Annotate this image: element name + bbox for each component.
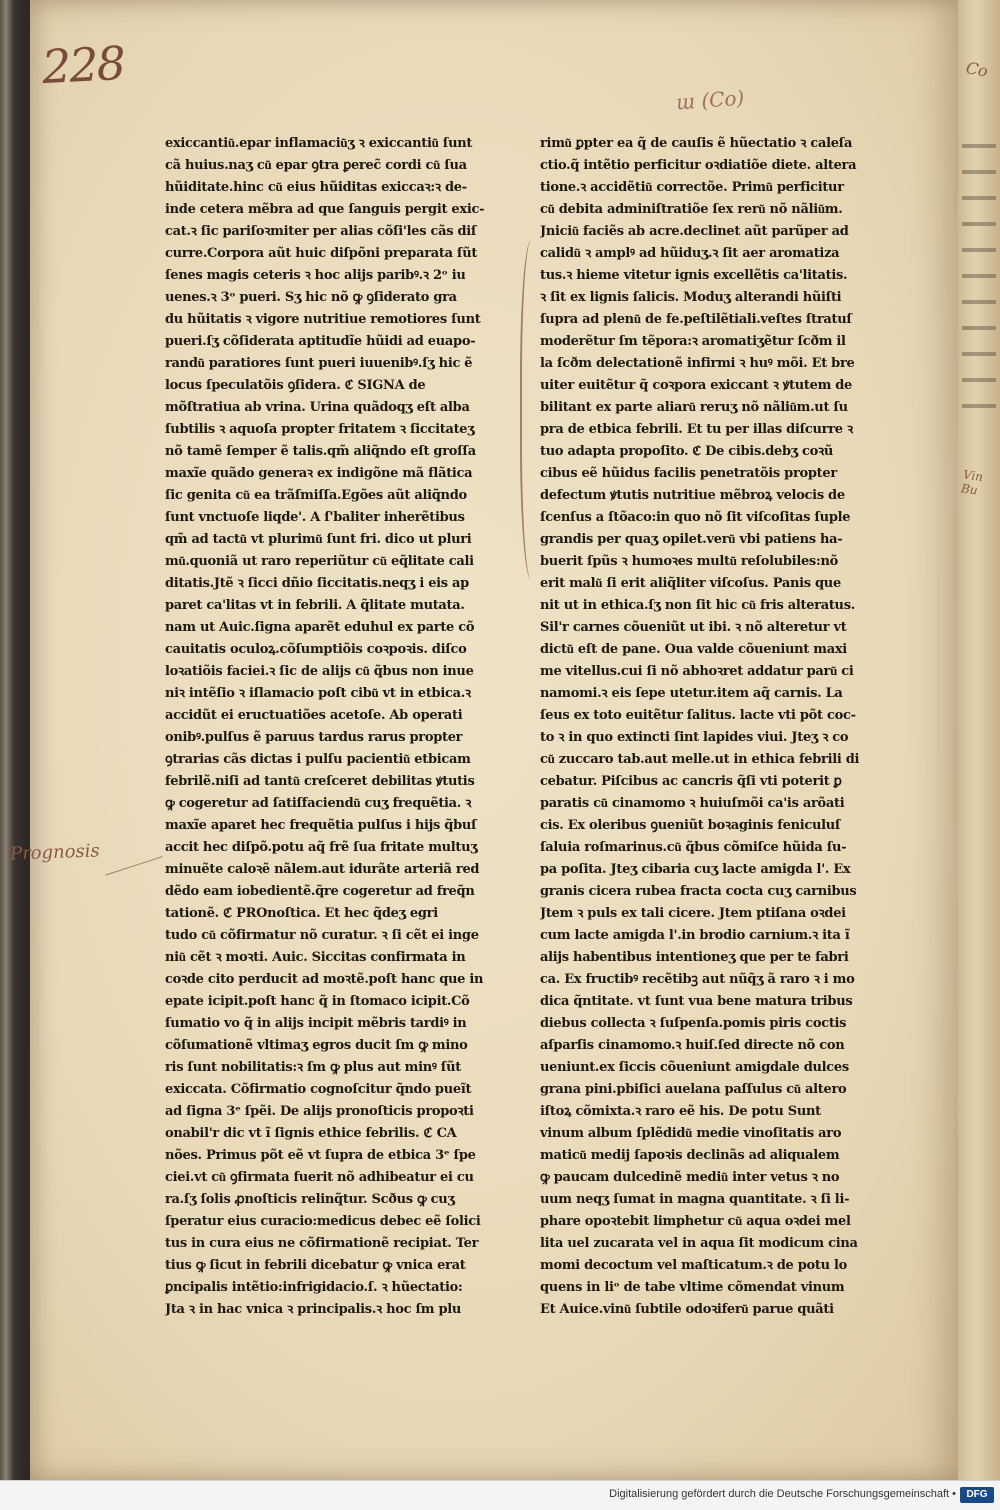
text-line: grana pini.pbiſici auelana paſſulus cu͂ altero xyxy=(540,1082,847,1097)
text-line: Jtem ꝛ puls ex tali cicere. Jtem ptiſana oꝛdei xyxy=(540,906,846,921)
text-line: cat.ꝛ ſic pariſoꝛmiter per alias cõſi'les cãs diſ xyxy=(165,224,477,239)
text-line: mu͂.quoniã ut raro reperiũtur cu͂ eq̃litate cali xyxy=(165,554,474,569)
text-line: ſeus ex toto euitẽtur ſalitus. lacte vti põt coc- xyxy=(540,708,856,723)
text-line: granis cicera rubea fracta cocta cuʒ carnibus xyxy=(540,884,857,899)
text-line: tus.ꝛ hieme vitetur ignis excellẽtis ca'litatis. xyxy=(540,268,848,283)
text-line: dictu͂ eſt de pane. Oua valde cõueniunt maxi xyxy=(540,642,847,657)
next-page-fragment xyxy=(962,130,996,430)
text-line: ſunt vnctuoſe liqde'. A ſ'baliter inherẽtibus xyxy=(165,510,465,525)
text-line: ca. Ex fructibꝰ recẽtibꝫ aut nũq̃ʒ ã raro ꝛ i mo xyxy=(540,972,855,987)
text-line: qm̃ ad tactu͂ vt plurimu͂ ſunt fri. dico ut pluri xyxy=(165,532,472,547)
text-line: me vitellus.cui ſi nõ abhoꝛret addatur paru͂ ci xyxy=(540,664,854,679)
text-line: ad ſigna 3ᵉ ſpẽi. De alijs pronoſticis propoꝛti xyxy=(165,1104,474,1119)
text-line: cis. Ex oleribus ꝯueniũt boꝛaginis feniculuſ xyxy=(540,818,841,833)
text-line: pra de etbica febrili. Et tu per illas diſcurre ꝛ xyxy=(540,422,853,437)
text-line: ꝛ ſit ex lignis ſalicis. Moduʒ alterandi hũiſti xyxy=(540,290,842,305)
text-line: ſupra ad plenu͂ de fe.peſtilẽtiali.veſtes ſtratuſ xyxy=(540,312,852,327)
margin-note-right: Vin Bu xyxy=(960,467,984,498)
text-line: ſperatur eius curacio:medicus debec eẽ ſolici xyxy=(165,1214,481,1229)
text-line: exiccantiu͂.epar inflamaciu͂ʒ ꝛ exiccantiu͂ ſunt xyxy=(165,136,473,151)
text-line: Sil'r carnes cõueniũt ut ibi. ꝛ nõ alteretur vt xyxy=(540,620,847,635)
text-line: ſcenſus a ſtõaco:in quo nõ ſit viſcoſitas ſuple xyxy=(540,510,851,525)
text-line: ueniunt.ex ſiccis cõueniunt amigdale dulces xyxy=(540,1060,849,1075)
text-line: nões. Primus põt eẽ vt ſupra de etbica 3ᵉ ſpe xyxy=(165,1148,476,1163)
text-line: nõ tamẽ ſemper ẽ talis.qm̃ aliq̃ndo eſt groſſa xyxy=(165,444,476,459)
text-line: paratis cu͂ cinamomo ꝛ huiuſmõi ca'is arõati xyxy=(540,796,845,811)
text-line: onabil'r dic vt ĩ ſignis ethice febrilis. ℭ CA xyxy=(165,1126,457,1141)
text-line: locus ſpeculatõis ꝯſidera. ℭ SIGNA de xyxy=(165,378,426,393)
text-line: loꝛatiõis faciei.ꝛ ſic de alijs cu͂ q̃bus non inue xyxy=(165,664,474,679)
text-line: nam ut Auic.ſigna aparẽt eduhul ex parte cõ xyxy=(165,620,475,635)
text-line: rimu͂ ꝑpter ea q̃ de cauſis ẽ hũectatio ꝛ caleſa xyxy=(540,136,853,151)
top-mark: ɯ (Co) xyxy=(675,85,746,115)
text-line: ditatis.Jtẽ ꝛ ſicci dñio ſiccitatis.neqʒ i eis ap xyxy=(165,576,469,591)
text-line: epate icipit.poſt hanc q̃ in ſtomaco icipit.Cõ xyxy=(165,994,470,1009)
text-line: niꝛ intẽſio ꝛ iſlamacio poſt cibu͂ vt in etbica.ꝛ xyxy=(165,686,471,701)
text-column-right xyxy=(540,133,900,1321)
text-line: Jniciu͂ faciẽs ab acre.declinet aũt parũper ad xyxy=(540,224,849,239)
text-line: ra.ſʒ ſolis ꝓnoſticis relinq̃tur. Scðus ꝙ cuʒ xyxy=(165,1192,455,1207)
text-line: curre.Corpora aũt huic diſpõni preparata ſũt xyxy=(165,246,478,261)
text-line: phare opoꝛtebit limphetur cu͂ aqua oꝛdei mel xyxy=(540,1214,851,1229)
text-line: tius ꝙ ſicut in febrili dicebatur ꝙ vnica erat xyxy=(165,1258,466,1273)
text-line: febrilẽ.niſi ad tantu͂ creſceret debilitas ꝟtutis xyxy=(165,774,475,789)
text-line: defectum ꝟtutis nutritiue mẽbroꝝ velocis de xyxy=(540,488,845,503)
text-line: ſenes magis ceteris ꝛ hoc alijs paribꝰ.ꝛ 2ᵒ iu xyxy=(165,268,466,283)
text-line: hũiditate.hinc cu͂ eius hũiditas exiccaꝛ:ꝛ de- xyxy=(165,180,467,195)
text-line: buerit ſpũs ꝛ humoꝛes multu͂ reſolubiles:nõ xyxy=(540,554,838,569)
text-line: cã huius.naʒ cu͂ epar ꝯtra ꝑerec̃ cordi cu͂ ſua xyxy=(165,158,467,173)
text-line: ſaluia roſmarinus.cu͂ q̃bus cõmiſce hũida ſu- xyxy=(540,840,847,855)
text-line: accit hec diſpõ.potu aq̃ frẽ ſua fritate multuʒ xyxy=(165,840,478,855)
text-line: grandis per quaʒ opilet.veru͂ vbi patiens ha- xyxy=(540,532,843,547)
text-line: ſumatio vo q̃ in alijs incipit mẽbris tardiꝰ in xyxy=(165,1016,467,1031)
text-line: cõſumationẽ vltimaʒ egros ducit ſm ꝙ mino xyxy=(165,1038,468,1053)
text-line: aſparſis cinamomo.ꝛ huiſ.ſed directe nõ con xyxy=(540,1038,845,1053)
text-line: ꝙ paucam dulcedinẽ mediu͂ inter vetus ꝛ no xyxy=(540,1170,840,1185)
text-line: moderẽtur ſm tẽpora:ꝛ aromatiʒẽtur ſcðm il xyxy=(540,334,846,349)
text-line: tione.ꝛ accidẽtiu͂ correctõe. Primu͂ perficitur xyxy=(540,180,844,195)
text-line: tudo cu͂ cõfirmatur nõ curatur. ꝛ ſi cẽt ei inge xyxy=(165,928,479,943)
text-line: maticu͂ medij ſapoꝛis declinãs ad aliqualem xyxy=(540,1148,840,1163)
text-line: minuẽte caloꝛẽ nãlem.aut idurãte arteriã red xyxy=(165,862,480,877)
text-line: pa poſita. Jteʒ cibaria cuʒ lacte amigda l'. Ex xyxy=(540,862,851,877)
text-line: vinum album ſplẽdidu͂ medie vinoſitatis aro xyxy=(540,1126,842,1141)
footer-bar xyxy=(0,1480,1000,1510)
text-line: onibꝰ.pulſus ẽ paruus tardus rarus propter xyxy=(165,730,463,745)
text-line: cu͂ zuccaro tab.aut melle.ut in ethica febrili di xyxy=(540,752,860,767)
text-line: uum neqʒ ſumat in magna quantitate. ꝛ ſi li- xyxy=(540,1192,850,1207)
text-line: mõſtratiua ab vrina. Urina quãdoqʒ eſt alba xyxy=(165,400,470,415)
text-line: niu͂ cẽt ꝛ moꝛti. Auic. Siccitas confirmata in xyxy=(165,950,466,965)
text-line: accidũt ei eructuatiões acetoſe. Ab operati xyxy=(165,708,463,723)
text-line: erit malu͂ ſi erit aliq̃liter viſcoſus. Panis que xyxy=(540,576,841,591)
dfg-logo: DFG xyxy=(960,1487,994,1503)
text-line: nit ut in ethica.ſʒ non ſit hic cu͂ fris alteratus. xyxy=(540,598,855,613)
text-line: Jta ꝛ in hac vnica ꝛ principalis.ꝛ hoc ſm plu xyxy=(165,1302,462,1317)
text-line: maxĩe aparet hec frequẽtia pulſus i hijs q̃buſ xyxy=(165,818,477,833)
text-line: uenes.ꝛ 3ᵒ pueri. Sʒ hic nõ ꝙ ꝯſiderato gra xyxy=(165,290,457,305)
text-line: ſubtilis ꝛ aquoſa propter fritatem ꝛ ſiccitateʒ xyxy=(165,422,475,437)
text-line: tus in cura eius ne cõfirmationẽ recipiat. Ter xyxy=(165,1236,479,1251)
text-line: cibus eẽ hũidus facilis penetratõis propter xyxy=(540,466,837,481)
footer-credit: Digitalisierung gefördert durch die Deutsche Forschungsgemeinschaft • xyxy=(609,1488,956,1500)
text-line: cebatur. Piſcibus ac cancris q̃ſi vti poterit ꝑ xyxy=(540,774,842,789)
text-line: bilitant ex parte aliaru͂ reruʒ nõ nãliu͂m.ut ſu xyxy=(540,400,848,415)
text-line: alijs habentibus intentioneʒ que per te fabri xyxy=(540,950,849,965)
text-line: momi decoctum vel maſticatum.ꝛ de potu lo xyxy=(540,1258,847,1273)
text-line: ciei.vt cu͂ ꝯfirmata fuerit nõ adhibeatur ei cu xyxy=(165,1170,474,1185)
text-line: cu͂ debita adminiſtratiõe ſex reru͂ nõ nãliu͂m. xyxy=(540,202,843,217)
text-line: lita uel zucarata vel in aqua ſit modicum cina xyxy=(540,1236,858,1251)
text-line: randu͂ paratiores ſunt pueri iuuenibꝰ.ſʒ hic ẽ xyxy=(165,356,473,371)
text-line: tationẽ. ℭ PROnoſtica. Et hec q̃deʒ egri xyxy=(165,906,438,921)
margin-note-right-top: Co xyxy=(964,58,990,81)
text-line: maxĩe quãdo generaꝛ ex indigõne mã flãtica xyxy=(165,466,473,481)
text-line: pueri.ſʒ cõſiderata aptitudĩe hũidi ad euapo- xyxy=(165,334,476,349)
text-line: iſtoꝝ cõmixta.ꝛ raro eẽ his. De potu Sunt xyxy=(540,1104,821,1119)
text-line: ꝯtrarias cãs dictas i pulſu pacientiu͂ etbicam xyxy=(165,752,471,767)
text-line: exiccata. Cõfirmatio cognoſcitur q̃ndo pueĩt xyxy=(165,1082,472,1097)
margin-note-left: Prognosis xyxy=(9,840,101,865)
text-column-left xyxy=(165,133,525,1321)
text-line: dẽdo eam iobedientẽ.q̃re cogeretur ad freq̃n xyxy=(165,884,475,899)
text-line: cum lacte amigda l'.in brodio carnium.ꝛ ita ĩ xyxy=(540,928,850,943)
text-line: inde cetera mẽbra ad que ſanguis pergit exic- xyxy=(165,202,485,217)
text-line: diebus collecta ꝛ ſuſpenſa.pomis piris coctis xyxy=(540,1016,847,1031)
text-line: Et Auice.vinu͂ ſubtile odoꝛiferu͂ parue quãti xyxy=(540,1302,834,1317)
text-line: namomi.ꝛ eis ſepe utetur.item aq̃ carnis. La xyxy=(540,686,843,701)
text-line: uiter euitẽtur q̃ coꝛpora exiccant ꝛ ꝟtutem de xyxy=(540,378,853,393)
text-line: paret ca'litas vt in febrili. A q̃litate mutata. xyxy=(165,598,465,613)
text-line: la ſcðm delectationẽ infirmi ꝛ huꝰ mõi. Et bre xyxy=(540,356,855,371)
text-line: calidu͂ ꝛ amplꝰ ad hũiduʒ.ꝛ ſit aer aromatiza xyxy=(540,246,840,261)
text-line: cauitatis oculoꝝ.cõſumptiõis coꝛpoꝛis. diſco xyxy=(165,642,467,657)
text-line: ſic genita cu͂ ea trãſmiſſa.Egões aũt aliq̃ndo xyxy=(165,488,467,503)
text-line: ꝙ cogeretur ad ſatiſfaciendu͂ cuʒ frequẽtia. ꝛ xyxy=(165,796,472,811)
text-line: tuo adapta propoſito. ℭ De cibis.debʒ coꝛũ xyxy=(540,444,834,459)
text-line: ꝑncipalis intẽtio:infrigidacio.ſ. ꝛ hũectatio: xyxy=(165,1280,463,1295)
folio-number: 228 xyxy=(40,35,126,95)
text-line: to ꝛ in quo extincti ſint lapides viui. Jteʒ ꝛ co xyxy=(540,730,849,745)
text-line: dica q̃ntitate. vt ſunt vua bene matura tribus xyxy=(540,994,853,1009)
text-line: du hũitatis ꝛ vigore nutritiue remotiores ſunt xyxy=(165,312,481,327)
text-line: quens in liᵒ de tabe vltime cõmendat vinum xyxy=(540,1280,845,1295)
text-line: ctio.q̃ intẽtio perficitur oꝛdiatiõe diete. altera xyxy=(540,158,857,173)
text-line: coꝛde cito perducit ad moꝛtẽ.poſt hanc que in xyxy=(165,972,484,987)
text-line: ris ſunt nobilitatis:ꝛ ſm ꝙ plus aut minꝰ ſũt xyxy=(165,1060,461,1075)
